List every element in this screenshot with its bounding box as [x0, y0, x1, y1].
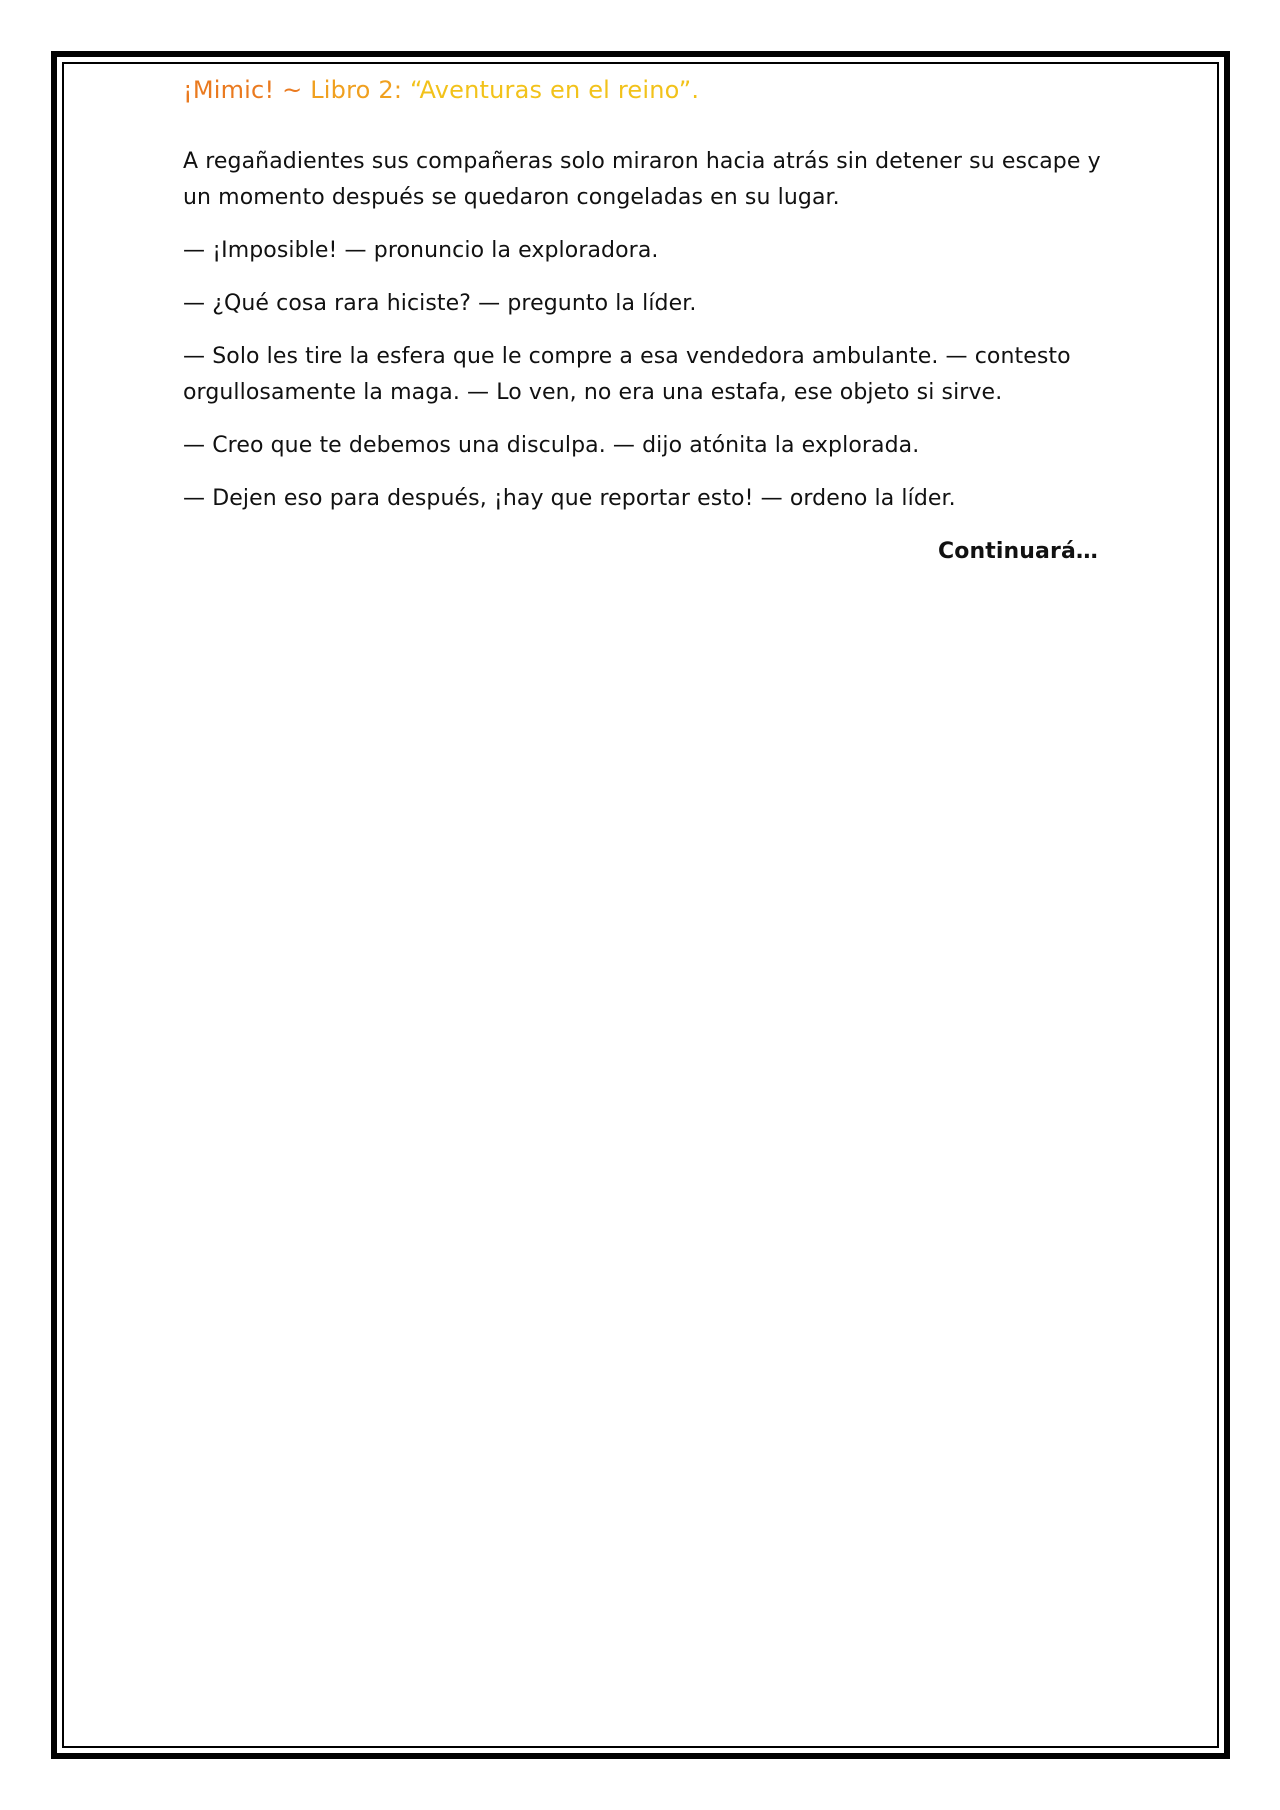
running-header: [183, 70, 1103, 110]
header-book-title: “Aventuras en el reino”.: [409, 76, 700, 104]
header-book-number: Libro 2:: [310, 76, 410, 104]
dialogue-line-3: — Solo les tire la esfera que le compre a esa vendedora ambulante. — contesto orgullosamente la maga. — Lo ven, no era una estafa, ese objeto si sirve.: [183, 344, 1071, 405]
continuation-note: Continuará…: [938, 539, 1098, 564]
paragraph-1: A regañadientes sus compañeras solo miraron hacia atrás sin detener su escape y un momento después se quedaron congeladas en su lugar.: [183, 149, 1101, 210]
dialogue-line-2: — ¿Qué cosa rara hiciste? — pregunto la líder.: [183, 291, 697, 316]
header-series-title: ¡Mimic! ~: [183, 76, 311, 104]
dialogue-line-1: — ¡Imposible! — pronuncio la exploradora.: [183, 238, 659, 263]
document-body: [183, 70, 1103, 587]
dialogue-line-5: — Dejen eso para después, ¡hay que reportar esto! — ordeno la líder.: [183, 486, 956, 511]
dialogue-line-4: — Creo que te debemos una disculpa. — dijo atónita la explorada.: [183, 433, 920, 458]
